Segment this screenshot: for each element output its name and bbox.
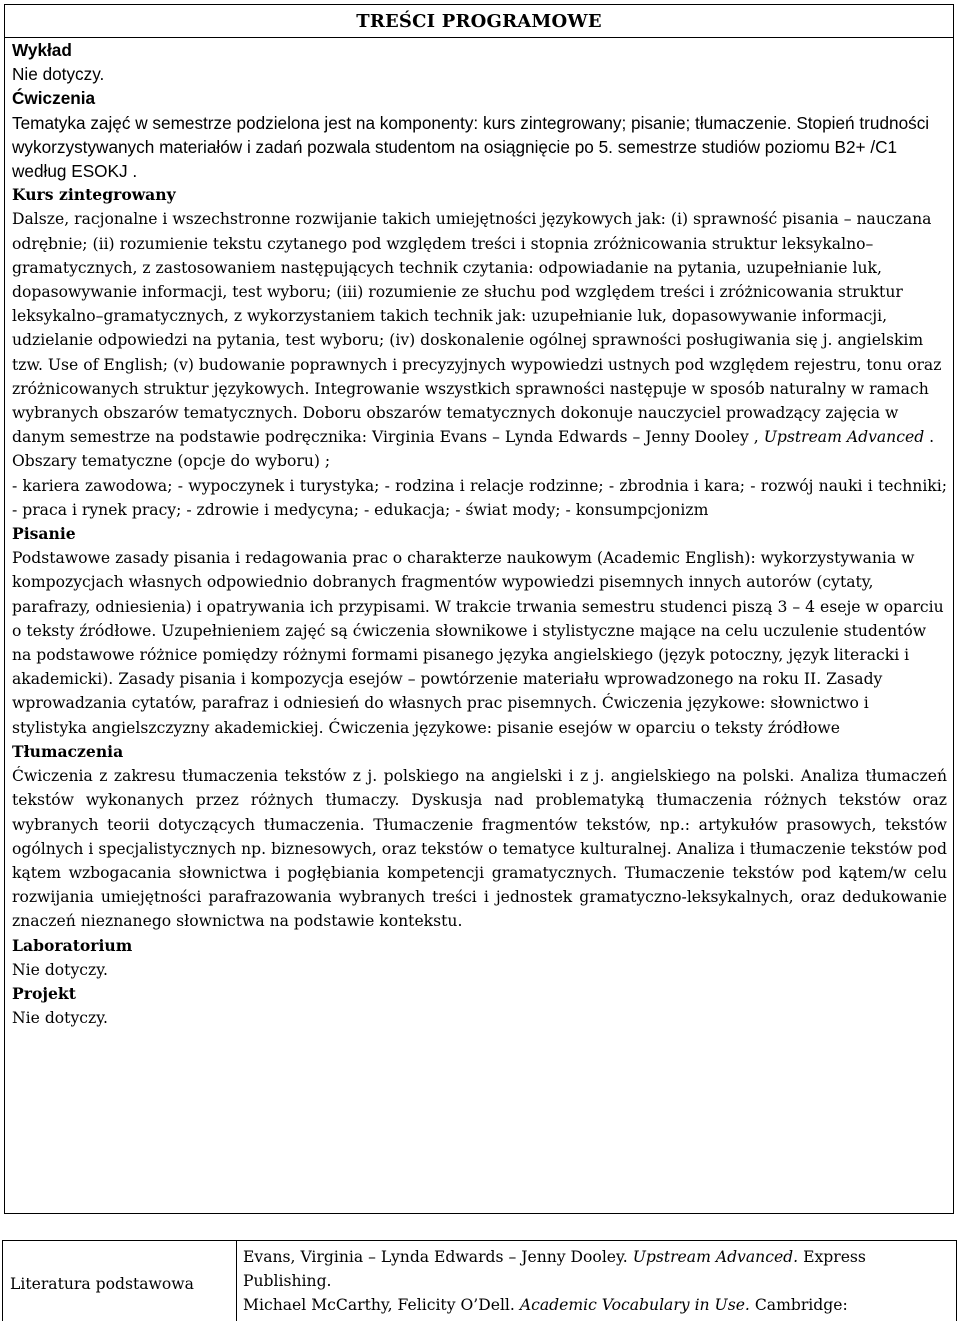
literature-entry <box>243 1245 950 1293</box>
entry2-title: Academic Vocabulary in Use. <box>519 1296 750 1315</box>
laboratorium-heading: Laboratorium <box>12 935 133 955</box>
pisanie-heading: Pisanie <box>12 524 76 544</box>
section-title: TREŚCI PROGRAMOWE <box>356 11 602 32</box>
pisanie-body: Podstawowe zasady pisania i redagowania prac o charakterze naukowym (Academic English): wykorzystywania w kompozycjach własnych odpowiednio dobranych fragmentów wypowiedzi pisemnych innych autorów (cytaty, parafrazy, odniesienia) i opatrywania ich przypisami. W trakcie trwania semestru studenci piszą 3 – 4 eseje w oparciu o teksty źródłowe. Uzupełnieniem zajęć są ćwiczenia słownikowe i stylistyczne mające na celu uczulenie studentów na podstawowe różnice pomiędzy różnymi formami pisanego języka angielskiego (język potoczny, język literacki i akademicki). Zasady pisania i kompozycja esejów – powtórzenie materiału wprowadzonego na roku II. Zasady wprowadzania cytatów, parafraz i odniesień do własnych prac pisemnych. Ćwiczenia językowe: słownictwo i stylistyka angielszczyzny akademickiej. Ćwiczenia językowe: pisanie esejów w oparciu o teksty źródłowe <box>12 549 944 737</box>
tlumaczenia-heading: Tłumaczenia <box>12 741 124 761</box>
kurs-body-paragraph <box>12 207 947 449</box>
kurs-book-title: Upstream Advanced <box>763 428 925 447</box>
literature-label: Literatura podstawowa <box>3 1241 237 1321</box>
wyklad-heading: Wykład <box>12 40 72 60</box>
topics-list: - kariera zawodowa; - wypoczynek i turystyka; - rodzina i relacje rodzinne; - zbrodnia i kara; - rozwój nauki i techniki; - praca i rynek pracy; - zdrowie i medycyna; - edukacja; - świat mody; - konsumpcjonizm <box>12 476 947 519</box>
laboratorium-text: Nie dotyczy. <box>12 960 108 979</box>
projekt-text: Nie dotyczy. <box>12 1009 108 1028</box>
entry2-publisher: Cambridge: <box>749 1296 848 1315</box>
projekt-heading: Projekt <box>12 983 76 1003</box>
tlumaczenia-body: Ćwiczenia z zakresu tłumaczenia tekstów z j. polskiego na angielski i z j. angielskiego na polski. Analiza tłumaczeń tekstów wykonanych przez różnych tłumaczy. Dyskusja nad problematyką tłumaczenia różnych tekstów oraz wybranych teorii dotyczących tłumaczenia. Tłumaczenie fragmentów tekstów, np.: artykułów prasowych, tekstów ogólnych i specjalistycznych np. biznesowych, oraz tekstów o tematyce kulturalnej. Analiza i tłumaczenie tekstów pod kątem wzbogacania słownictwa i pogłębiania kompetencji gramatycznych. Tłumaczenie tekstów pod kątem/w celu rozwijania umiejętności parafrazowania wybranych treści i jednostek gramatyczno-leksykalnych, oraz dedukowanie znaczeń nieznanego słownictwa na podstawie kontekstu. <box>12 767 947 931</box>
literature-entry <box>243 1293 950 1317</box>
entry2-authors: Michael McCarthy, Felicity O’Dell. <box>243 1296 520 1315</box>
kurs-heading: Kurs zintegrowany <box>12 185 176 205</box>
content-area <box>12 38 947 1030</box>
course-content-box <box>4 4 954 1214</box>
wyklad-text: Nie dotyczy. <box>12 64 105 85</box>
entry1-publisher: Express Publishing. <box>243 1248 866 1291</box>
entry1-authors: Evans, Virginia – Lynda Edwards – Jenny Dooley. <box>243 1248 633 1266</box>
topics-heading: Obszary tematyczne (opcje do wyboru) ; <box>12 452 331 471</box>
literature-table <box>2 1240 957 1321</box>
cwiczenia-heading: Ćwiczenia <box>12 88 96 109</box>
kurs-book-end: . <box>924 428 935 447</box>
kurs-body: Dalsze, racjonalne i wszechstronne rozwijanie takich umiejętności językowych jak: (i) sprawność pisania – nauczana odrębnie; (ii) rozumienie tekstu czytanego pod względem treści i stopnia zróżnicowania struktur leksykalno–gramatycznych, z zastosowaniem następujących technik czytania: odpowiadanie na pytania, uzupełnianie luk, dopasowywanie informacji, test wyboru; (iii) rozumienie ze słuchu pod względem treści i zróżnicowania struktur leksykalno–gramatycznych, z wykorzystaniem takich technik jak: uzupełnianie luk, dopasowywanie informacji, udzielanie odpowiedzi na pytania, test wyboru; (iv) doskonalenie ogólnej sprawności posługiwania się j. angielskim tzw. Use of English; (v) budowanie poprawnych i precyzyjnych wypowiedzi ustnych pod względem rejestru, tonu oraz zróżnicowanych struktur językowych. Integrowanie wszystkich sprawności następuje w sposób naturalny w ramach wybranych obszarów tematycznych. Doboru obszarów tematycznych dokonuje nauczyciel prowadzący zajęcia w danym semestrze na podstawie podręcznika: Virginia Evans – Lynda Edwards – Jenny Dooley , <box>12 210 942 447</box>
entry1-title: Upstream Advanced. <box>632 1248 799 1266</box>
literature-entries <box>243 1245 950 1318</box>
cwiczenia-intro: Tematyka zajęć w semestrze podzielona jest na komponenty: kurs zintegrowany; pisanie; tłumaczenie. Stopień trudności wykorzystywanych materiałów i zadań pozwala studentom na osiągnięcie po 5. semestrze studiów poziomu B2+ /C1 według ESOKJ . <box>12 112 930 182</box>
